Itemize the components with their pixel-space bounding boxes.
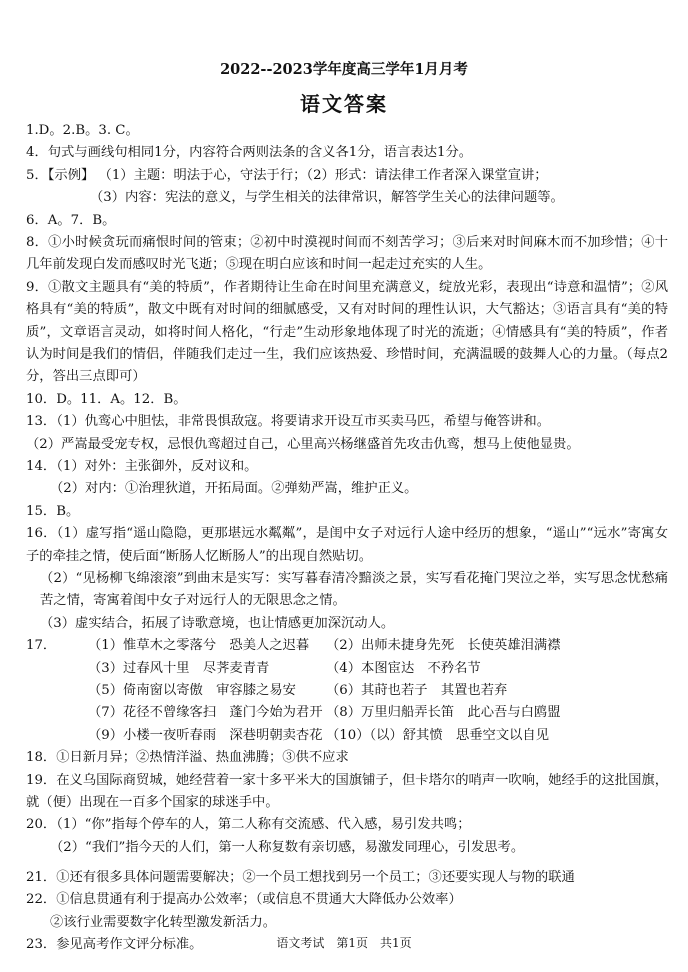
answer-q17-label: 17． bbox=[26, 638, 57, 654]
document-title: 语文答案 bbox=[300, 92, 388, 116]
answer-q19: 19．在义乌国际商贸城，她经营着一家十多平米大的国旗铺子，但卡塔尔的哨声一吹响，她经手的这批国旗，就（便）出现在一百多个国家的球迷手中。 bbox=[26, 772, 668, 810]
answer-q17-grid bbox=[26, 635, 668, 747]
answer-q1-3: 1.D。2.B。3. C。 bbox=[26, 123, 139, 138]
answer-q9: 9．①散文主题具有“美的特质”，作者期待让生命在时间里充满意义，绽放光彩，表现出“诗意和温情”；②风格具有“美的特质”，散文中既有对时间的细腻感受，又有对时间的理性认识，大气豁达；③语言具有“美的特质”，文章语言灵动，如将时间人格化，“行走”生动形象地体现了时光的流逝；④情感具有“美的特质”，作者认为时间是我们的情侣，伴随我们走过一生，我们应该热爱、珍惜时间，充满温暖的鼓舞人心的力量。（每点2分，答出三点即可） bbox=[26, 279, 668, 385]
answer-q4: 4．句式与画线句相同1分，内容符合两则法条的含义各1分，语言表达1分。 bbox=[26, 145, 473, 161]
answer-q17-item: （7）花径不曾缘客扫 蓬门今始为君开 bbox=[88, 705, 323, 721]
answer-q23: 23．参见高考作文评分标准。 bbox=[26, 937, 203, 953]
answer-q21: 21．①还有很多具体问题需要解决；②一个员工想找到另一个员工；③还要实现人与物的联通 bbox=[26, 870, 575, 886]
answer-body bbox=[26, 120, 668, 957]
answer-q14-part2: （2）对内：①治理狄道，开拓局面。②弹劾严嵩，维护正义。 bbox=[50, 481, 418, 497]
answer-q17-item: （8）万里归船弄长笛 此心吾与白鸥盟 bbox=[326, 705, 561, 721]
answer-q17-item: （9）小楼一夜听春雨 深巷明朝卖杏花 bbox=[88, 727, 323, 743]
answer-q17-item: （3）过春风十里 尽荠麦青青 bbox=[88, 660, 270, 676]
answer-q17-item: （1）惟草木之零落兮 恐美人之迟暮 bbox=[88, 638, 310, 654]
answer-q14-part1: 14．（1）对外：主张御外，反对议和。 bbox=[26, 458, 258, 474]
page-footer: 语文考试 第1页 共1页 bbox=[276, 936, 412, 950]
answer-q13-part2: （2）严嵩最受宠专权，忌恨仇鸾超过自己，心里高兴杨继盛首先攻击仇鸾，想马上使他显贵。 bbox=[26, 436, 580, 452]
answer-q5-line1: 5．【示例】 （1）主题：明法于心，守法于行；（2）形式：请法律工作者深入课堂宣讲； bbox=[26, 167, 548, 183]
answer-q17-item: （10）（以）舒其愤 思垂空文以自见 bbox=[326, 727, 550, 743]
answer-q16-part1: 16．（1）虚写指“遥山隐隐，更那堪远水粼粼”，是闺中女子对远行人途中经历的想象，“遥山”“远水”寄寓女子的牵挂之情，使后面“断肠人忆断肠人”的出现自然贴切。 bbox=[26, 526, 668, 564]
answer-q16-part3: （3）虚实结合，拓展了诗歌意境，也让情感更加深沉动人。 bbox=[40, 615, 395, 631]
answer-q15: 15．B。 bbox=[26, 503, 80, 519]
answer-q17-item: （4）本图宦达 不矜名节 bbox=[326, 660, 481, 676]
exam-title: 2022--2023学年度高三学年1月月考 bbox=[220, 61, 468, 78]
answer-q16-part2: （2）“见杨柳飞绵滚滚”到曲末是实写：实写暮春清冷黯淡之景，实写看花掩门哭泣之举，实写思念忧愁痛苦之情，寄寓着闺中女子对远行人的无限思念之情。 bbox=[40, 570, 668, 609]
answer-q22-part1: 22．①信息贯通有利于提高办公效率；（或信息不贯通大大降低办公效率） bbox=[26, 892, 462, 908]
answer-q22-part2: ②该行业需要数字化转型激发新活力。 bbox=[50, 914, 277, 930]
answer-q18: 18．①日新月异；②热情洋溢、热血沸腾；③供不应求 bbox=[26, 750, 349, 766]
answer-q8: 8．①小时候贪玩而痛恨时间的管束；②初中时漠视时间而不刻苦学习；③后来对时间麻木而不加珍惜；④十几年前发现白发而感叹时光飞逝；⑤现在明白应该和时间一起走过充实的人生。 bbox=[26, 234, 668, 273]
answer-q17-item: （5）倚南窗以寄傲 审容膝之易安 bbox=[88, 682, 296, 698]
answer-q10-12: 10．D。11．A。12．B。 bbox=[26, 391, 187, 407]
answer-q13-part1: 13．（1）仇鸾心中胆怯，非常畏惧敌寇。将要请求开设互市买卖马匹，希望与俺答讲和。 bbox=[26, 414, 551, 430]
answer-q20-part1: 20．（1）“你”指每个停车的人，第二人称有交流感、代入感，易引发共鸣； bbox=[26, 817, 471, 833]
answer-q5-line2: （3）内容：宪法的意义，与学生相关的法律常识，解答学生关心的法律问题等。 bbox=[90, 190, 564, 206]
answer-q6-7: 6．A。7．B。 bbox=[26, 212, 116, 228]
answer-q17-item: （2）出师未捷身先死 长使英雄泪满襟 bbox=[326, 638, 561, 654]
answer-q20-part2: （2）“我们”指今天的人们，第一人称复数有亲切感，易激发同理心，引发思考。 bbox=[50, 839, 525, 855]
answer-q17-item: （6）其莳也若子 其置也若弃 bbox=[326, 682, 508, 698]
